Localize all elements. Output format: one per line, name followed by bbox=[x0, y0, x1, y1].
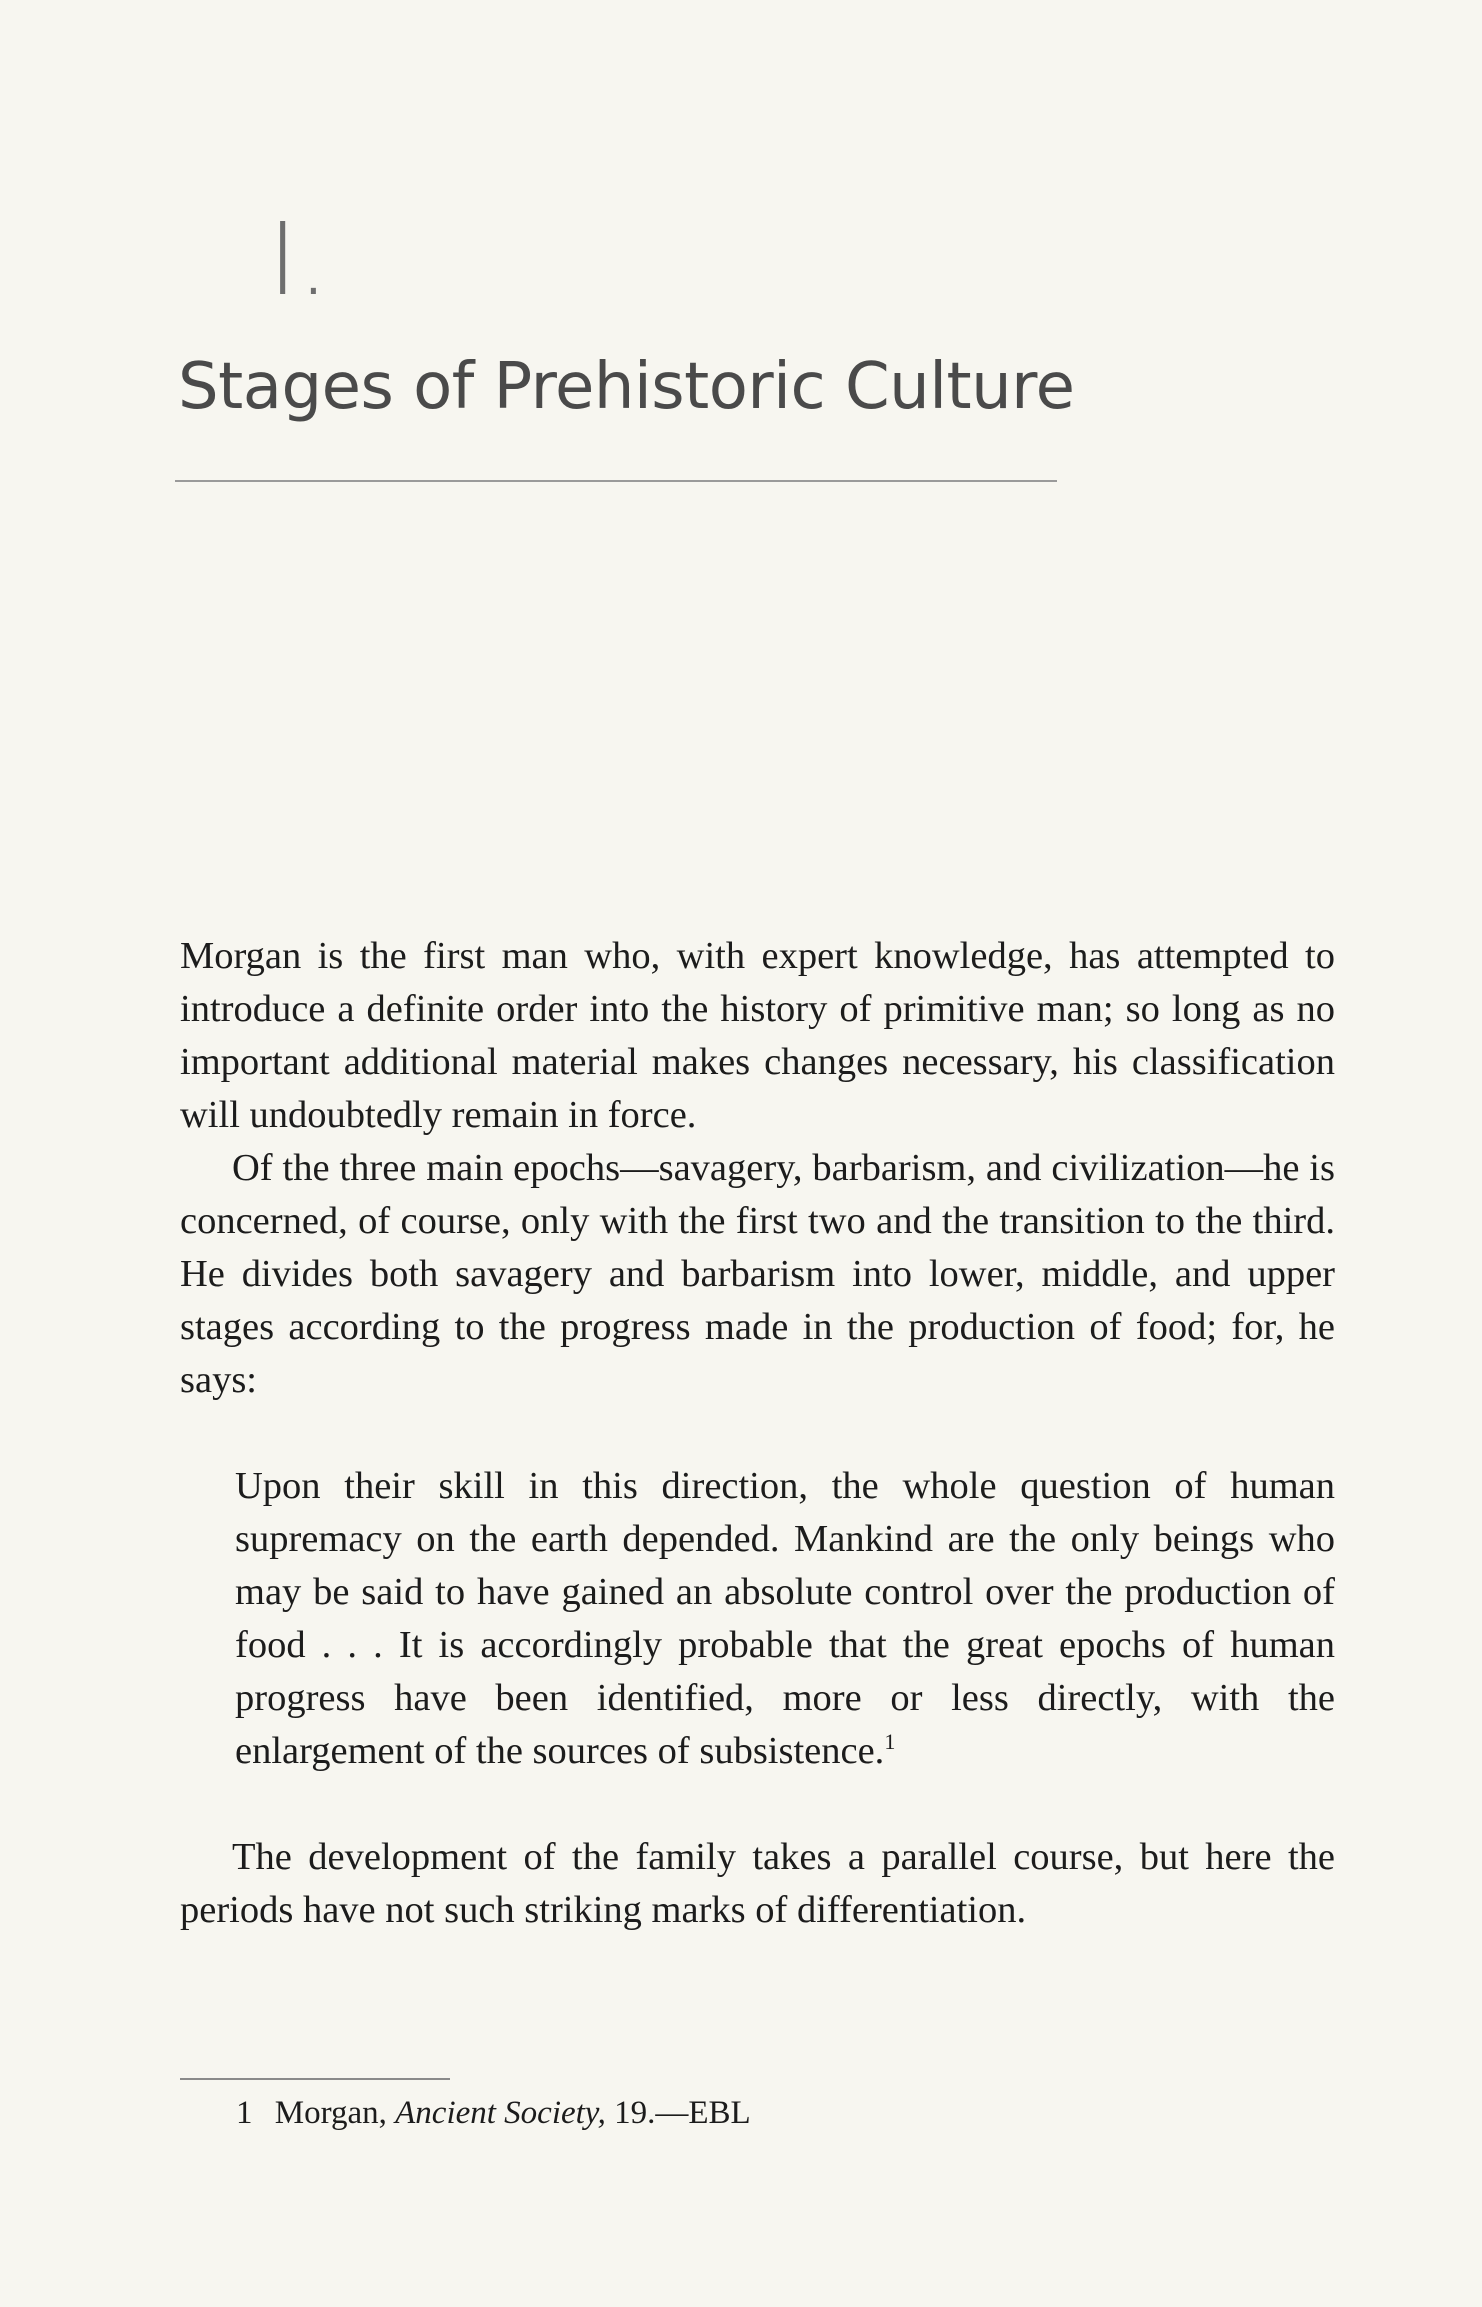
title-divider bbox=[175, 480, 1057, 482]
footnote-author: Morgan, bbox=[274, 2095, 387, 2131]
body-text bbox=[180, 930, 1335, 1937]
footnote-number: 1 bbox=[236, 2095, 253, 2131]
paragraph-2: Of the three main epochs—savagery, barbarism, and civilization—he is concerned, of course, only with the first two and the transition to the third. He divides both savagery and barbarism into lower, middle, and upper stages according to the progress made in the production of food; for, he says: bbox=[180, 1147, 1335, 1401]
footnote-reference[interactable]: 1 bbox=[884, 1729, 896, 1755]
footnote-citation: 19.—EBL bbox=[614, 2095, 751, 2131]
block-quote-text bbox=[235, 1460, 1335, 1778]
block-quote-body: Upon their skill in this direction, the whole question of human supremacy on the earth depended. Mankind are the only beings who may be said to have gained an absolute control over the production of food . . . It is accordingly probable that the great epochs of human progress have been identified, more or less directly, with the enlargement of the sources of subsistence. bbox=[235, 1465, 1335, 1772]
footnote-divider bbox=[180, 2078, 450, 2080]
footnote-work-title: Ancient Society, bbox=[395, 2095, 606, 2131]
footnote bbox=[236, 2090, 751, 2136]
paragraph-1: Morgan is the first man who, with expert knowledge, has attempted to introduce a definite order into the history of primitive man; so long as no important additional material makes changes necessary, his classification will undoubtedly remain in force. bbox=[180, 935, 1335, 1136]
paragraph-3: The development of the family takes a parallel course, but here the periods have not such striking marks of differentiation. bbox=[180, 1836, 1335, 1931]
chapter-number: I. bbox=[268, 201, 330, 318]
block-quote bbox=[180, 1460, 1335, 1778]
chapter-title: Stages of Prehistoric Culture bbox=[178, 350, 1075, 424]
